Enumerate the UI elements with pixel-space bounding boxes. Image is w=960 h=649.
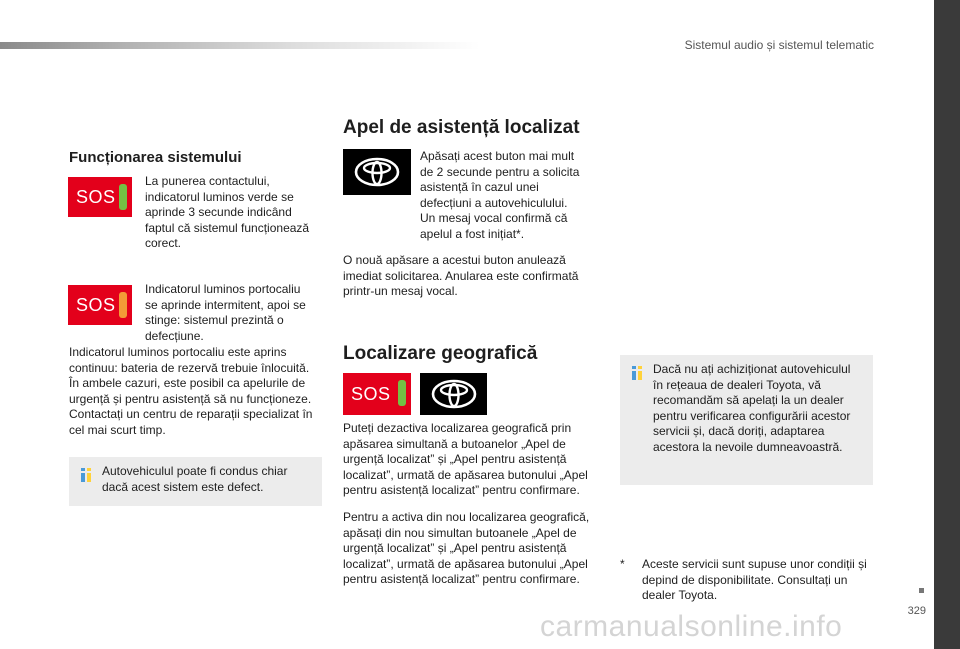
left-note-box: [69, 457, 322, 506]
emergency-sos-button-icon: [343, 373, 411, 415]
sos-label: SOS: [351, 383, 391, 404]
sos-green-button-icon: [68, 177, 132, 217]
assistance-call-heading: Apel de asistență localizat: [343, 117, 580, 138]
assistance-button-icon: [343, 149, 411, 195]
page-edge-strip: [934, 0, 960, 649]
right-note-text: Dacă nu ați achiziționat autovehiculul în rețeaua de dealeri Toyota, vă recomandăm să apelați la un dealer pentru verificarea configurării acestor servicii și, dacă doriți, adaptarea acestora la nevoile dumneavoastră.: [653, 362, 851, 454]
sos-label: SOS: [76, 186, 116, 207]
sos-orange-button-icon: [68, 285, 132, 325]
assistance-press-text: Apăsați acest buton mai mult de 2 secunde pentru a solicita asistență în cazul unei defecțiuni a autovehiculului. Un mesaj vocal confirmă că apelul a fost inițiat*.: [420, 149, 580, 241]
info-note-icon: [81, 468, 91, 482]
orange-indicator-icon: [119, 292, 127, 318]
orange-indicator-text: Indicatorul luminos portocaliu se aprinde intermitent, apoi se stinge: sistemul prezintă o defecțiune.: [145, 282, 306, 343]
green-indicator-icon: [398, 380, 406, 406]
toyota-logo-icon: [431, 379, 477, 409]
header-gradient-bar: [0, 42, 480, 49]
geolocation-deactivate-text: Puteți dezactiva localizarea geografică prin apăsarea simultană a butoanelor „Apel de urgență localizat” și „Apel pentru asistență localizat”, urmată de apăsarea butonului „Apel pentru asistență localizat” pentru confirmare.: [343, 421, 588, 497]
green-indicator-text: La punerea contactului, indicatorul luminos verde se aprinde 3 secunde indicând faptul că sistemul funcționează corect.: [145, 174, 310, 250]
watermark: carmanualsonline.info: [540, 610, 843, 643]
footnote-marker: *: [620, 557, 625, 571]
sos-label: SOS: [76, 294, 116, 315]
info-note-icon: [632, 366, 642, 380]
battery-paragraph: Indicatorul luminos portocaliu este aprins continuu: bateria de rezervă trebuie înlocuită. În ambele cazuri, este posibil ca apelurile de urgență și pentru asistență să nu funcționeze. Contactați un centru de reparații specializat în cel mai scurt timp.: [69, 345, 313, 437]
right-note-box: [620, 355, 873, 485]
assistance-button-icon: [420, 373, 487, 415]
geolocation-reactivate-text: Pentru a activa din nou localizarea geografică, apăsați din nou simultan butoanele „Apel de urgență localizat” și „Apel pentru asistență localizat”, urmată de apăsarea butonului „Apel pentru asistență localizat” pentru confirmare.: [343, 510, 590, 586]
geolocation-heading: Localizare geografică: [343, 343, 538, 364]
footnote-text: Aceste servicii sunt supuse unor condiții și depind de disponibilitate. Consultați un dealer Toyota.: [642, 557, 867, 602]
system-operation-heading: Funcționarea sistemului: [69, 149, 242, 166]
left-note-text: Autovehiculul poate fi condus chiar dacă acest sistem este defect.: [102, 464, 288, 494]
section-title: Sistemul audio și sistemul telematic: [684, 38, 874, 52]
page-marker: [919, 588, 924, 593]
green-indicator-icon: [119, 184, 127, 210]
page-number: 329: [907, 605, 926, 617]
toyota-logo-icon: [354, 157, 400, 187]
assistance-cancel-text: O nouă apăsare a acestui buton anulează imediat solicitarea. Anularea este confirmată printr-un mesaj vocal.: [343, 253, 579, 298]
